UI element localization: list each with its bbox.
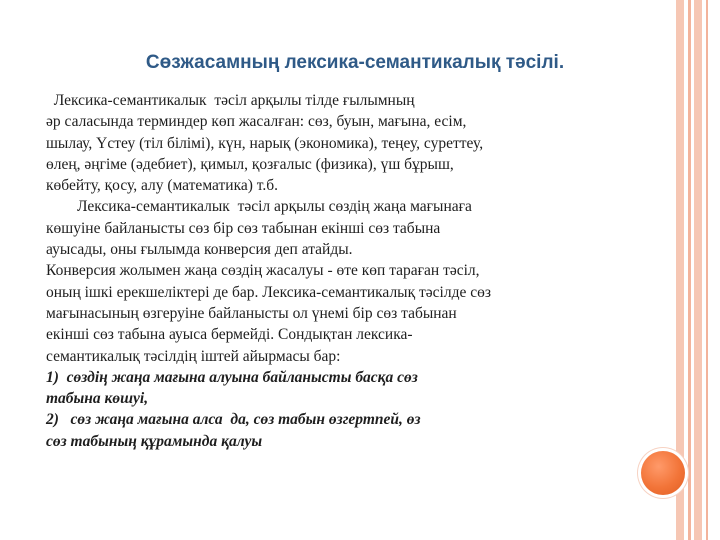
decor-circle-icon <box>641 451 685 495</box>
body-line: екінші сөз табына ауыса бермейді. Сондықтан лексика- <box>46 326 413 344</box>
slide-title: Сөзжасамның лексика-семантикалық тәсілі. <box>145 52 565 73</box>
body-line: Лексика-семантикалык тәсіл арқылы сөздің жаңа мағынаға <box>46 198 472 216</box>
body-line: өлең, әңгіме (әдебиет), қимыл, қозғалыс (физика), үш бұрыш, <box>46 155 454 173</box>
body-line: әр саласында терминдер көп жасалған: сөз, буын, мағына, есім, <box>46 113 467 131</box>
body-line: ауысады, оны ғылымда конверсия деп атайды. <box>46 241 353 259</box>
body-line: мағынасының өзгеруіне байланысты ол үнемі бір сөз табынан <box>46 304 457 322</box>
body-line: Конверсия жолымен жаңа сөздің жасалуы - өте көп тараған тәсіл, <box>46 262 480 280</box>
body-line: көбейту, қосу, алу (математика) т.б. <box>46 177 279 195</box>
body-line: семантикалық тәсілдің іштей айырмасы бар: <box>46 347 341 365</box>
slide-body <box>46 90 646 452</box>
body-line: шылау, Үстеу (тіл білімі), күн, нарық (экономика), теңеу, суреттеу, <box>46 134 484 152</box>
list-line: табына көшуі, <box>46 390 149 408</box>
list-line: 2) сөз жаңа мағына алса да, сөз табын өзгертпей, өз <box>46 411 421 429</box>
body-line: көшуіне байланысты сөз бір сөз табынан екінші сөз табына <box>46 219 441 237</box>
body-line: оның ішкі ерекшеліктері де бар. Лексика-семантикалық тәсілде сөз <box>46 283 491 301</box>
decor-stripe <box>688 0 691 540</box>
list-line: сөз табының құрамында қалуы <box>46 432 263 450</box>
decor-stripe <box>694 0 702 540</box>
decor-stripe <box>706 0 708 540</box>
body-line: Лексика-семантикалык тәсіл арқылы тілде ғылымның <box>46 92 415 109</box>
list-line: 1) сөздің жаңа мағына алуына байланысты басқа сөз <box>46 368 418 386</box>
